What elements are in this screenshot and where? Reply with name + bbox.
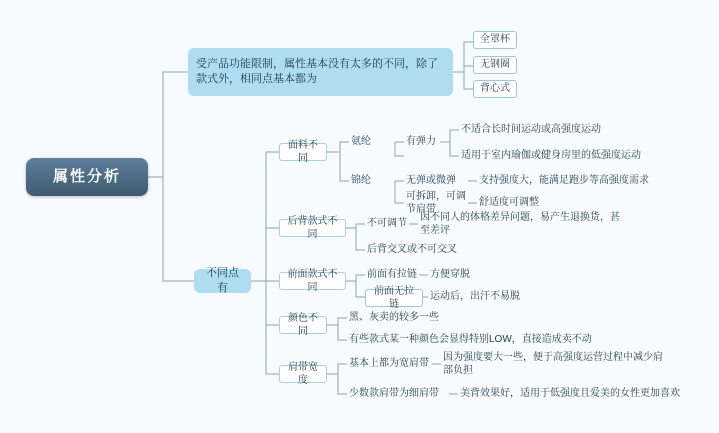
row-value-label: 舒适度可调整 <box>479 197 539 209</box>
fabric-row4-value2[interactable] <box>477 195 577 211</box>
row-key-label: 锦纶 <box>351 175 371 187</box>
fabric-row2-value2[interactable] <box>459 148 659 164</box>
row-key-label: 氨纶 <box>351 136 371 148</box>
front-style-row1-key[interactable] <box>365 267 421 283</box>
fabric-row1-key[interactable] <box>349 134 395 150</box>
branch-label: 受产品功能限制，属性基本没有太多的不同，除了款式外，相同点基本都为 <box>196 58 438 85</box>
leaf-label: 背心式 <box>480 83 510 95</box>
group-title-label: 后背款式不同 <box>287 215 338 240</box>
fabric-row3-value2[interactable] <box>477 173 657 189</box>
row-value-label: 因不同人的体格差异问题，易产生退换货，甚至差评 <box>420 211 620 236</box>
root-label: 属性分析 <box>52 167 121 185</box>
group-title-fabric[interactable] <box>279 139 327 164</box>
row-value-label: 运动后，出汗不易脱 <box>430 291 520 303</box>
color-row2-key[interactable] <box>347 332 617 348</box>
row-key-label: 不可调节 <box>367 218 407 230</box>
row-key-label: 前面无拉链 <box>374 285 414 310</box>
front-style-row1-value[interactable] <box>428 267 518 283</box>
group-title-label: 面料不同 <box>288 139 318 164</box>
leaf-label: 无钢圈 <box>480 59 510 71</box>
row-value-label: 可拆卸，可调节肩带 <box>406 190 466 215</box>
row-key-label: 少数款肩带为细肩带 <box>349 388 439 400</box>
fabric-row1-value2[interactable] <box>459 122 639 138</box>
leaf-label: 全罩杯 <box>480 34 510 46</box>
front-style-row2-key[interactable] <box>365 285 423 310</box>
group-title-color[interactable] <box>279 312 327 337</box>
leaf-no-underwire[interactable] <box>473 56 517 74</box>
back-style-row2-key[interactable] <box>365 242 495 258</box>
row-value-label: 方便穿脱 <box>430 269 470 281</box>
root-node[interactable] <box>26 158 148 196</box>
row-value-label: 支持强度大，能满足跑步等高强度需求 <box>479 175 649 187</box>
row-value-label: 美背效果好，适用于低强度且爱美的女性更加喜欢 <box>460 388 680 400</box>
row-key-label: 后背交叉或不可交叉 <box>367 244 457 256</box>
back-style-row1-value[interactable] <box>418 211 628 236</box>
fabric-row4-value1[interactable] <box>404 190 474 215</box>
row-value-label: 适用于室内瑜伽或健身房里的低强度运动 <box>461 150 641 162</box>
group-title-label: 肩带宽度 <box>288 361 318 386</box>
fabric-row3-key[interactable] <box>349 173 395 189</box>
row-key-label: 有些款式某一种颜色会显得特别LOW，直接造成卖不动 <box>349 334 592 346</box>
row-value-label: 有弹力 <box>406 136 436 148</box>
group-title-label: 颜色不同 <box>288 312 318 337</box>
row-value-label: 不适合长时间运动或高强度运动 <box>461 124 601 136</box>
back-style-row1-key[interactable] <box>365 216 419 232</box>
strap-row2-key[interactable] <box>347 386 457 402</box>
group-title-label: 前面款式不同 <box>287 268 338 293</box>
color-row1-key[interactable] <box>347 310 467 326</box>
branch-node-product-limits[interactable] <box>188 48 453 96</box>
leaf-vest-style[interactable] <box>473 80 517 98</box>
group-title-back-style[interactable] <box>279 215 346 240</box>
strap-row2-value[interactable] <box>458 386 698 402</box>
strap-row1-value[interactable] <box>441 351 671 376</box>
fabric-row3-value1[interactable] <box>404 173 468 189</box>
row-key-label: 前面有拉链 <box>367 269 417 281</box>
leaf-full-cup[interactable] <box>473 31 517 49</box>
row-value-label: 无弹或微弹 <box>406 175 456 187</box>
branch-node-differences[interactable] <box>194 269 251 293</box>
strap-row1-key[interactable] <box>347 356 439 372</box>
front-style-row2-value[interactable] <box>428 289 538 305</box>
fabric-row1-value1[interactable] <box>404 134 450 150</box>
group-title-front-style[interactable] <box>279 268 346 293</box>
group-title-strap-width[interactable] <box>279 361 327 386</box>
row-key-label: 黑、灰卖的较多一些 <box>349 312 439 324</box>
branch-label: 不同点有 <box>206 267 239 294</box>
row-key-label: 基本上都为宽肩带 <box>349 358 429 370</box>
row-value-label: 因为强度要大一些，便于高强度运营过程中减少肩部负担 <box>443 351 663 376</box>
